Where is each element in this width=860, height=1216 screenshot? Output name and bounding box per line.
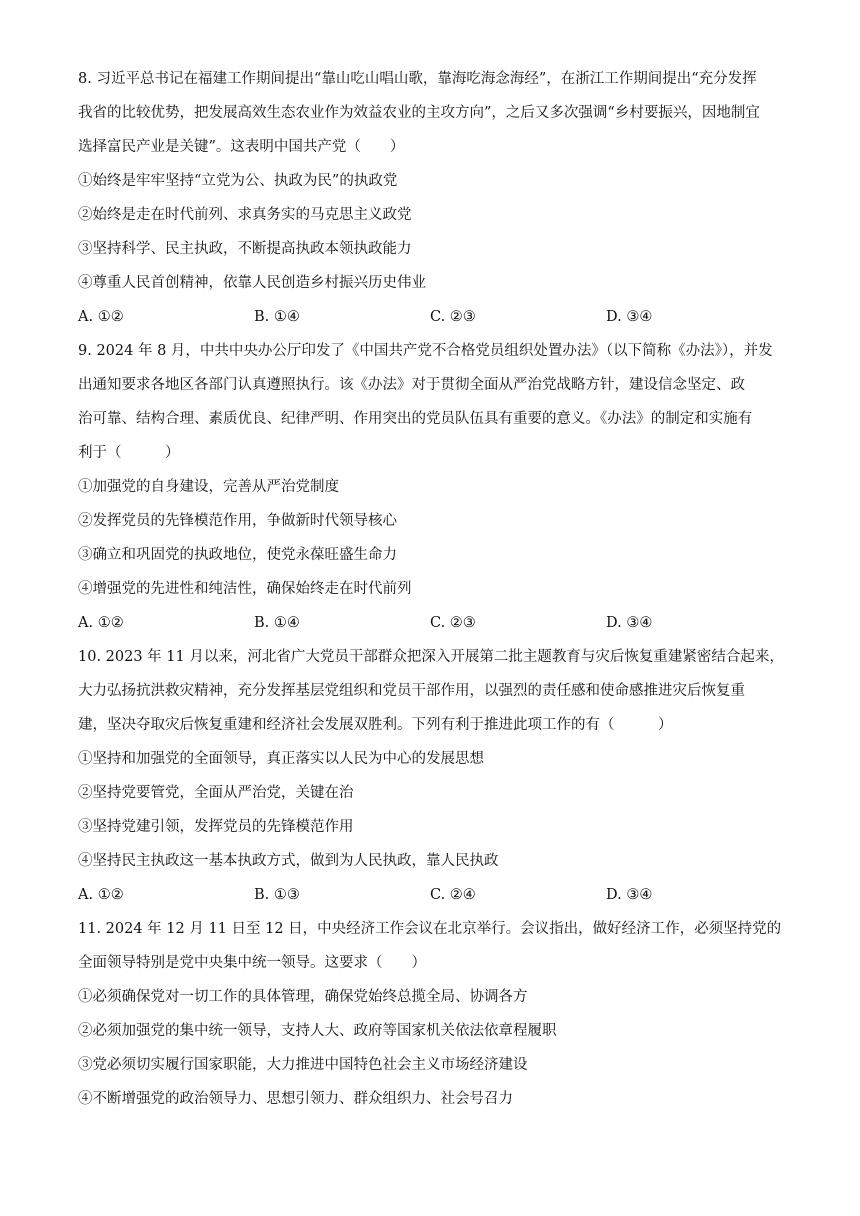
question-text-line: 建，坚决夺取灾后恢复重建和经济社会发展双胜利。下列有利于推进此项工作的有（ ） xyxy=(78,717,673,733)
option-a: A. ①② xyxy=(78,309,124,325)
statement: ②坚持党要管党，全面从严治党，关键在治 xyxy=(78,785,354,801)
question-text-line: 利于（ ） xyxy=(78,445,180,461)
question-text-line: 10. 2023 年 11 月以来，河北省广大党员干部群众把深入开展第二批主题教育与灾后恢复重建紧密结合起来， xyxy=(78,649,784,665)
statement: ③坚持党建引领，发挥党员的先锋模范作用 xyxy=(78,819,354,835)
option-d: D. ③④ xyxy=(606,615,653,631)
statement: ④增强党的先进性和纯洁性，确保始终走在时代前列 xyxy=(78,581,412,597)
statement: ④坚持民主执政这一基本执政方式，做到为人民执政，靠人民执政 xyxy=(78,853,499,869)
question-text-line: 治可靠、结构合理、素质优良、纪律严明、作用突出的党员队伍具有重要的意义。《办法》的制定和实施有 xyxy=(78,411,753,427)
option-c: C. ②③ xyxy=(430,309,476,325)
question-10 xyxy=(78,640,788,912)
question-text-line: 选择富民产业是关键”。这表明中国共产党（ ） xyxy=(78,139,405,155)
question-text-line: 11. 2024 年 12 月 11 日至 12 日，中央经济工作会议在北京举行。会议指出，做好经济工作，必须坚持党的 xyxy=(78,921,782,937)
document-page xyxy=(78,62,788,1116)
option-c: C. ②③ xyxy=(430,615,476,631)
question-text-line: 9. 2024 年 8 月，中共中央办公厅印发了《中国共产党不合格党员组织处置办法》（以下简称《办法》），并发 xyxy=(78,343,773,359)
option-a: A. ①② xyxy=(78,615,124,631)
question-11 xyxy=(78,912,788,1116)
question-text-line: 全面领导特别是党中央集中统一领导。这要求（ ） xyxy=(78,955,426,971)
option-c: C. ②④ xyxy=(430,887,476,903)
statement: ③党必须切实履行国家职能，大力推进中国特色社会主义市场经济建设 xyxy=(78,1057,528,1073)
statement: ①加强党的自身建设，完善从严治党制度 xyxy=(78,479,339,495)
statement: ③确立和巩固党的执政地位，使党永葆旺盛生命力 xyxy=(78,547,397,563)
option-b: B. ①③ xyxy=(254,887,300,903)
statement: ①必须确保党对一切工作的具体管理，确保党始终总揽全局、协调各方 xyxy=(78,989,528,1005)
statement: ②发挥党员的先锋模范作用，争做新时代领导核心 xyxy=(78,513,397,529)
statement: ④尊重人民首创精神，依靠人民创造乡村振兴历史伟业 xyxy=(78,275,426,291)
question-text-line: 大力弘扬抗洪救灾精神，充分发挥基层党组织和党员干部作用，以强烈的责任感和使命感推进灾后恢复重 xyxy=(78,683,745,699)
option-d: D. ③④ xyxy=(606,887,653,903)
answer-options xyxy=(78,606,788,640)
question-text-line: 出通知要求各地区各部门认真遵照执行。该《办法》对于贯彻全面从严治党战略方针，建设信念坚定、政 xyxy=(78,377,745,393)
question-9 xyxy=(78,334,788,640)
answer-options xyxy=(78,878,788,912)
option-b: B. ①④ xyxy=(254,309,300,325)
question-text-line: 8. 习近平总书记在福建工作期间提出“靠山吃山唱山歌，靠海吃海念海经”，在浙江工作期间提出“充分发挥 xyxy=(78,71,757,87)
statement: ①始终是牢牢坚持“立党为公、执政为民”的执政党 xyxy=(78,173,398,189)
statement: ④不断增强党的政治领导力、思想引领力、群众组织力、社会号召力 xyxy=(78,1091,513,1107)
option-b: B. ①④ xyxy=(254,615,300,631)
answer-options xyxy=(78,300,788,334)
option-d: D. ③④ xyxy=(606,309,653,325)
statement: ③坚持科学、民主执政，不断提高执政本领执政能力 xyxy=(78,241,412,257)
statement: ①坚持和加强党的全面领导，真正落实以人民为中心的发展思想 xyxy=(78,751,484,767)
question-text-line: 我省的比较优势，把发展高效生态农业作为效益农业的主攻方向”，之后又多次强调“乡村要振兴，因地制宜 xyxy=(78,105,760,121)
question-8 xyxy=(78,62,788,334)
statement: ②必须加强党的集中统一领导，支持人大、政府等国家机关依法依章程履职 xyxy=(78,1023,557,1039)
statement: ②始终是走在时代前列、求真务实的马克思主义政党 xyxy=(78,207,412,223)
option-a: A. ①② xyxy=(78,887,124,903)
